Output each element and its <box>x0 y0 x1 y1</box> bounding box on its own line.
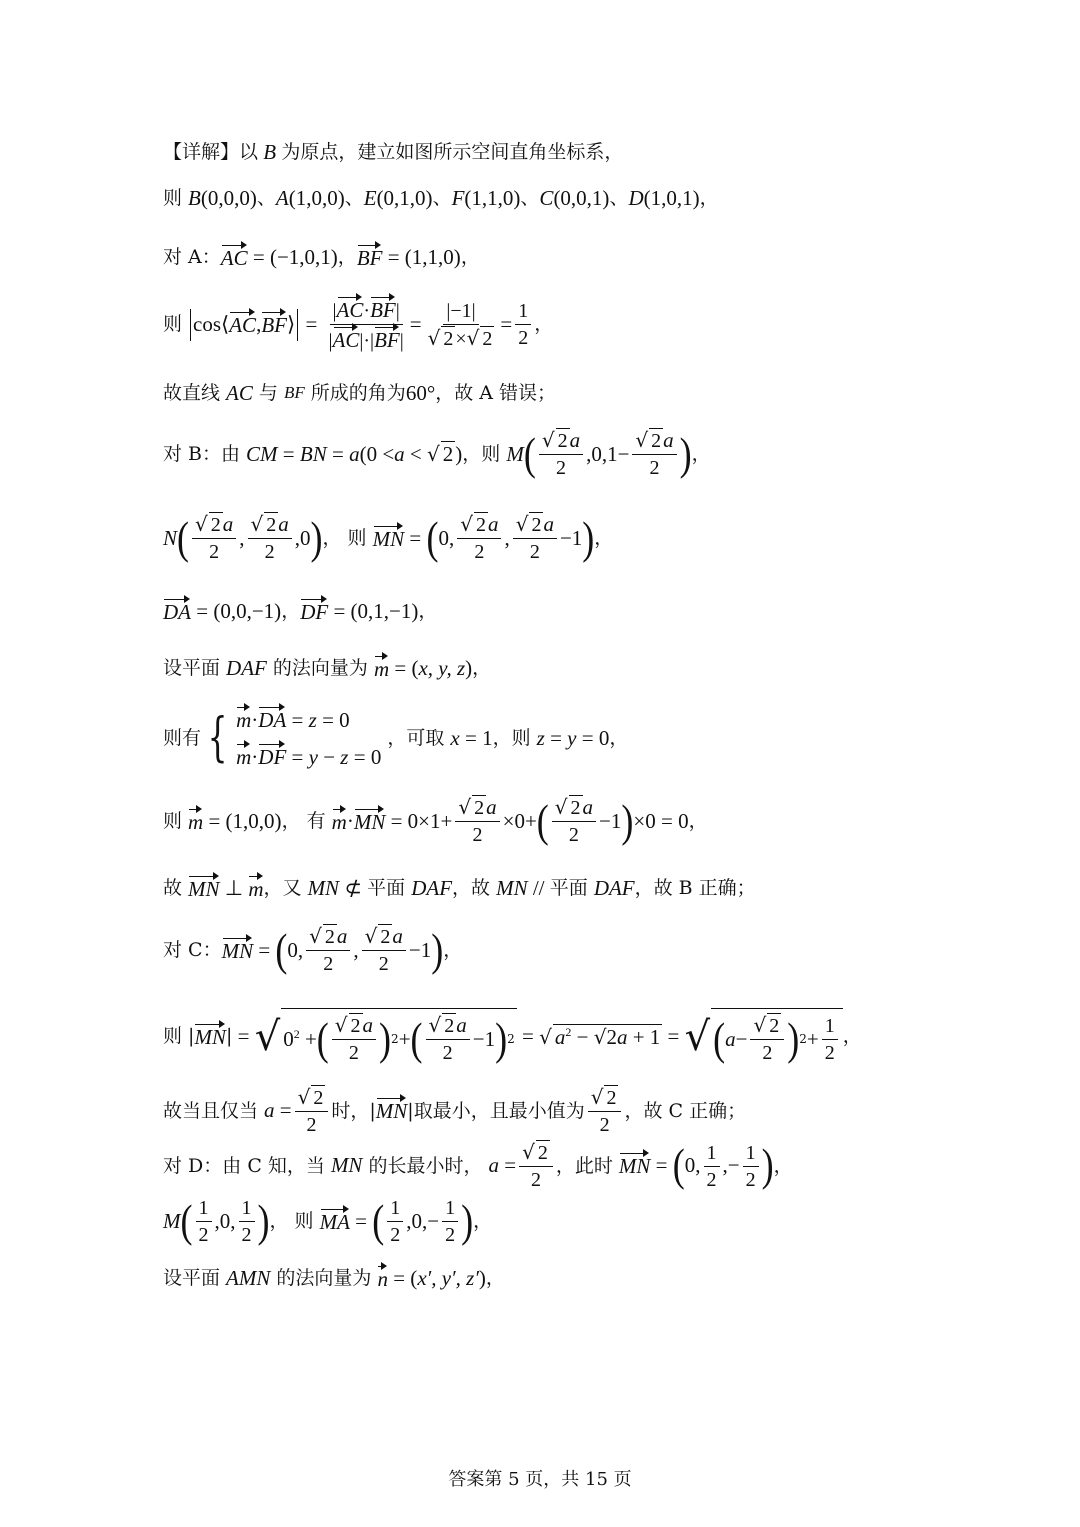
solution-line-14: 则 | MN | = √ $0^2$ + ( $\frac{√ 2a}{2}$ ) 2 + ( $\frac{√ 2a}{2}$ −1 ) 2 = √ $a^2 - √2a + 1$ = √ ( a − $\frac{√ 2}{2}$ ) 2 + $\frac{1}{2}$ ， <box>163 1008 862 1065</box>
solution-line-8: DA = (0,0,−1) ， DF = (0,1,−1) ， <box>163 599 438 624</box>
page-footer: 答案第 5 页，共 15 页 <box>448 1469 632 1490</box>
solution-line-10: 则有 { m·DA = z = 0 m·DF = y − z = 0 ，可取 x = 1 ，则 z = y = 0 ， <box>163 707 629 770</box>
solution-line-11: 则 m = (1,0,0) ， 有 m · MN = 0×1+ $\frac{√ 2a}{2}$ ×0+ ( $\frac{√ 2a}{2}$ −1 ) ×0 = 0 ， <box>163 795 708 847</box>
solution-line-17: M ( $\frac{1}{2}$ ,0, $\frac{1}{2}$ ) ， 则 MA = ( $\frac{1}{2}$ ,0,− $\frac{1}{2}$ ) ， <box>163 1195 493 1246</box>
solution-line-5: 故直线 AC 与 BF 所成的角为 60° ，故 A 错误； <box>163 381 557 405</box>
solution-line-1: 【详解】以 B 为原点，建立如图所示空间直角坐标系， <box>163 140 624 164</box>
solution-line-4: 则 cos⟨ AC , BF ⟩ = $\frac{|AC\cdot BF|}{|AC|\cdot|BF|}$ = $\frac{|-1|}{√ 2 \times√ 2}$ = $\frac{1}{2}$ ， <box>163 298 554 353</box>
solution-line-15: 故当且仅当 a = $\frac{√ 2}{2}$ 时，| MN |取最小，且最小值为 $\frac{√ 2}{2}$ ，故 C 正确； <box>163 1085 747 1136</box>
solution-line-2: 则 B (0,0,0) 、 A (1,0,0) 、 E (0,1,0) 、 F (1,1,0) 、 C (0,0,1) 、 D (1,0,1) ， <box>163 186 719 210</box>
solution-line-13: 对 C： MN = ( 0, $\frac{√ 2a}{2}$ , $\frac{√ 2a}{2}$ −1 ) ， <box>163 924 463 976</box>
solution-line-3: 对 A： AC = (−1,0,1) ， BF = (1,1,0) ， <box>163 245 480 270</box>
solution-line-16: 对 D：由 C 知，当 MN 的长最小时， a = $\frac{√ 2}{2}$ ，此时 MN = ( 0, $\frac{1}{2}$ ,− $\frac{1}{2}$ ) ， <box>163 1140 793 1191</box>
solution-line-9: 设平面 DAF 的法向量为 m = ( x, y, z ) ， <box>163 656 492 681</box>
solution-line-12: 故 MN ⊥ m ，又 MN ⊄ 平面 DAF ，故 MN // 平面 DAF ，故 B 正确； <box>163 876 756 901</box>
solution-line-7: N ( $\frac{√ 2a}{2}$ , $\frac{√ 2a}{2}$ ,0 ) ， 则 MN = ( 0, $\frac{√ 2a}{2}$ , $\frac{√ 2a}{2}$ −1 ) ， <box>163 512 614 564</box>
solution-line-18: 设平面 AMN 的法向量为 n = ( x′, y′, z′ ) ， <box>163 1266 505 1291</box>
solution-line-6: 对 B：由 CM = BN = a (0 < a < √ 2 ) ，则 M ( $\frac{√ 2a}{2}$ ,0,1− $\frac{√ 2a}{2}$ ) ， <box>163 428 711 480</box>
